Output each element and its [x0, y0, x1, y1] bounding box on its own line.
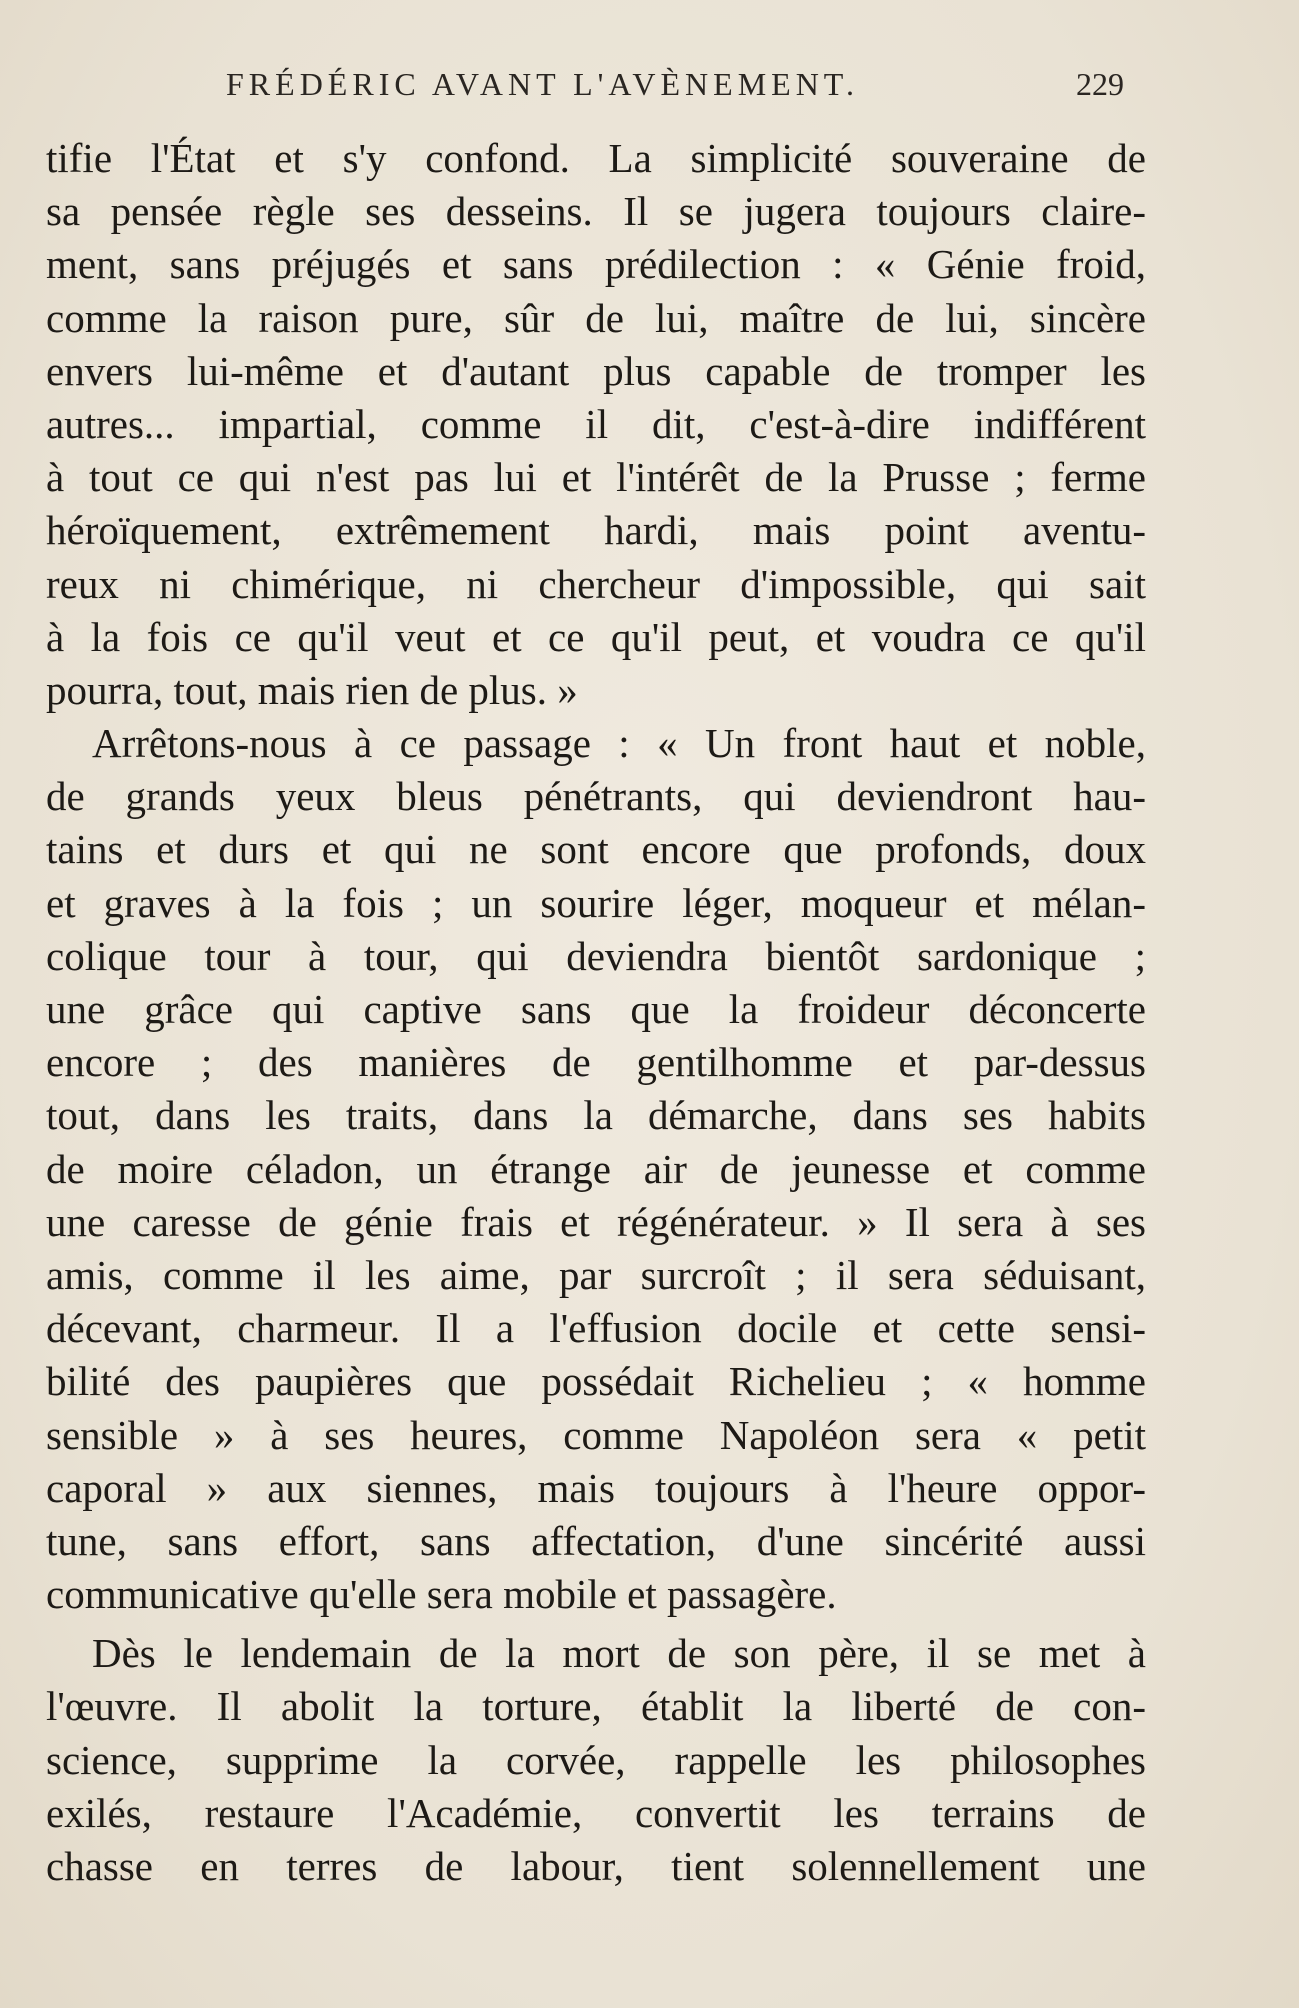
text-line: amis, comme il les aime, par surcroît ; il sera séduisant, — [46, 1251, 1146, 1298]
page-header — [46, 66, 1124, 114]
page-number: 229 — [1076, 66, 1124, 102]
text-line: une grâce qui captive sans que la froideur déconcerte — [46, 986, 1146, 1032]
text-line: de moire céladon, un étrange air de jeunesse et comme — [46, 1145, 1146, 1192]
text-line: tune, sans effort, sans affectation, d'une sincérité aussi — [46, 1517, 1146, 1564]
text-line: une caresse de génie frais et régénérateur. » Il sera à ses — [46, 1198, 1146, 1245]
text-line: envers lui-même et d'autant plus capable de tromper les — [46, 347, 1146, 394]
text-line: communicative qu'elle sera mobile et passagère. — [46, 1571, 837, 1618]
text-line: de grands yeux bleus pénétrants, qui deviendront hau- — [46, 773, 1146, 820]
text-line: bilité des paupières que possédait Richelieu ; « homme — [46, 1358, 1146, 1405]
text-line: chasse en terres de labour, tient solennellement une — [46, 1843, 1146, 1889]
text-line: pourra, tout, mais rien de plus. » — [46, 666, 578, 713]
text-line: comme la raison pure, sûr de lui, maître de lui, sincère — [46, 294, 1146, 341]
body-text — [46, 132, 1146, 1893]
text-line: l'œuvre. Il abolit la torture, établit la liberté de con- — [46, 1683, 1146, 1730]
text-line: colique tour à tour, qui deviendra bientôt sardonique ; — [46, 932, 1146, 979]
text-line: science, supprime la corvée, rappelle les philosophes — [46, 1736, 1146, 1783]
text-line: à la fois ce qu'il veut et ce qu'il peut, et voudra ce qu'il — [46, 613, 1146, 660]
text-line: Arrêtons-nous à ce passage : « Un front haut et noble, — [92, 720, 1146, 767]
text-line: reux ni chimérique, ni chercheur d'impossible, qui sait — [46, 560, 1146, 607]
text-line: encore ; des manières de gentilhomme et par-dessus — [46, 1039, 1146, 1086]
text-line: décevant, charmeur. Il a l'effusion docile et cette sensi- — [46, 1305, 1146, 1352]
text-line: Dès le lendemain de la mort de son père, il se met à — [92, 1630, 1146, 1677]
text-line: tains et durs et qui ne sont encore que profonds, doux — [46, 826, 1146, 873]
text-line: caporal » aux siennes, mais toujours à l'heure oppor- — [46, 1464, 1146, 1511]
text-line: héroïquement, extrêmement hardi, mais point aventu- — [46, 507, 1146, 554]
text-line: tifie l'État et s'y confond. La simplicité souveraine de — [46, 135, 1146, 181]
text-line: à tout ce qui n'est pas lui et l'intérêt de la Prusse ; ferme — [46, 454, 1146, 501]
text-line: exilés, restaure l'Académie, convertit les terrains de — [46, 1789, 1146, 1836]
text-line: et graves à la fois ; un sourire léger, moqueur et mélan- — [46, 879, 1146, 926]
text-line: tout, dans les traits, dans la démarche, dans ses habits — [46, 1092, 1146, 1139]
text-line: autres... impartial, comme il dit, c'est-à-dire indifférent — [46, 400, 1146, 447]
text-line: sensible » à ses heures, comme Napoléon sera « petit — [46, 1411, 1146, 1458]
text-line: sa pensée règle ses desseins. Il se jugera toujours claire- — [46, 188, 1146, 235]
text-line: ment, sans préjugés et sans prédilection : « Génie froid, — [46, 241, 1146, 288]
running-title: FRÉDÉRIC AVANT L'AVÈNEMENT. — [226, 66, 859, 102]
